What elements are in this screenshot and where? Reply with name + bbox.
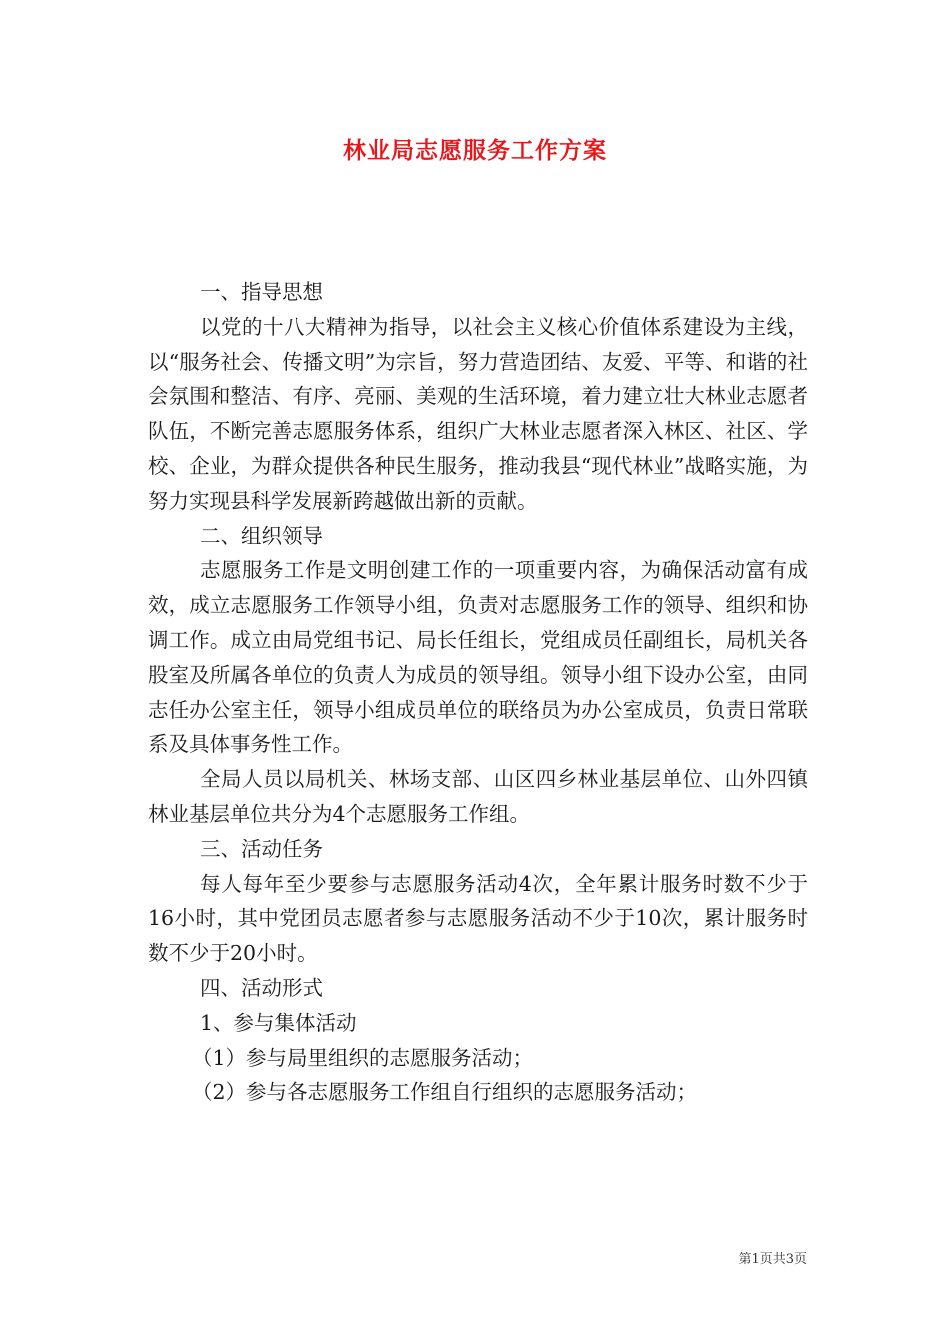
list-item-collective-activity: 1、参与集体活动 <box>200 1010 357 1035</box>
paragraph-organization-1: 志愿服务工作是文明创建工作的一项重要内容，为确保活动富有成效，成立志愿服务工作领导小组，负责对志愿服务工作的领导、组织和协调工作。成立由局党组书记、局长任组长，党组成员任副组长，局机关各股室及所属各单位的负责人为成员的领导组。领导小组下设办公室，由同志任办公室主任，领导小组成员单位的联络员为办公室成员，负责日常联系及具体事务性工作。 <box>148 558 808 757</box>
page-number: 第1页共3页 <box>738 1252 807 1267</box>
list-subitem-1: （1）参与局里组织的志愿服务活动； <box>192 1045 534 1070</box>
paragraph-tasks: 每人每年至少要参与志愿服务活动4次，全年累计服务时数不少于16小时，其中党团员志愿者参与志愿服务活动不少于10次，累计服务时数不少于20小时。 <box>148 871 808 966</box>
section-heading-tasks: 三、活动任务 <box>200 836 323 861</box>
document-title: 林业局志愿服务工作方案 <box>343 137 607 164</box>
paragraph-organization-2: 全局人员以局机关、林场支部、山区四乡林业基层单位、山外四镇林业基层单位共分为4个志愿服务工作组。 <box>148 767 808 826</box>
paragraph-guiding-thought: 以党的十八大精神为指导，以社会主义核心价值体系建设为主线，以“服务社会、传播文明”为宗旨，努力营造团结、友爱、平等、和谐的社会氛围和整洁、有序、亮丽、美观的生活环境，着力建立壮大林业志愿者队伍，不断完善志愿服务体系，组织广大林业志愿者深入林区、社区、学校、企业，为群众提供各种民生服务，推动我县“现代林业”战略实施，为努力实现县科学发展新跨越做出新的贡献。 <box>148 314 808 513</box>
section-heading-guiding-thought: 一、指导思想 <box>200 280 323 304</box>
document-body <box>148 275 808 1110</box>
section-heading-activity-forms: 四、活动形式 <box>200 975 323 1000</box>
list-subitem-2: （2）参与各志愿服务工作组自行组织的志愿服务活动； <box>192 1080 698 1105</box>
section-heading-organization: 二、组织领导 <box>200 523 323 548</box>
